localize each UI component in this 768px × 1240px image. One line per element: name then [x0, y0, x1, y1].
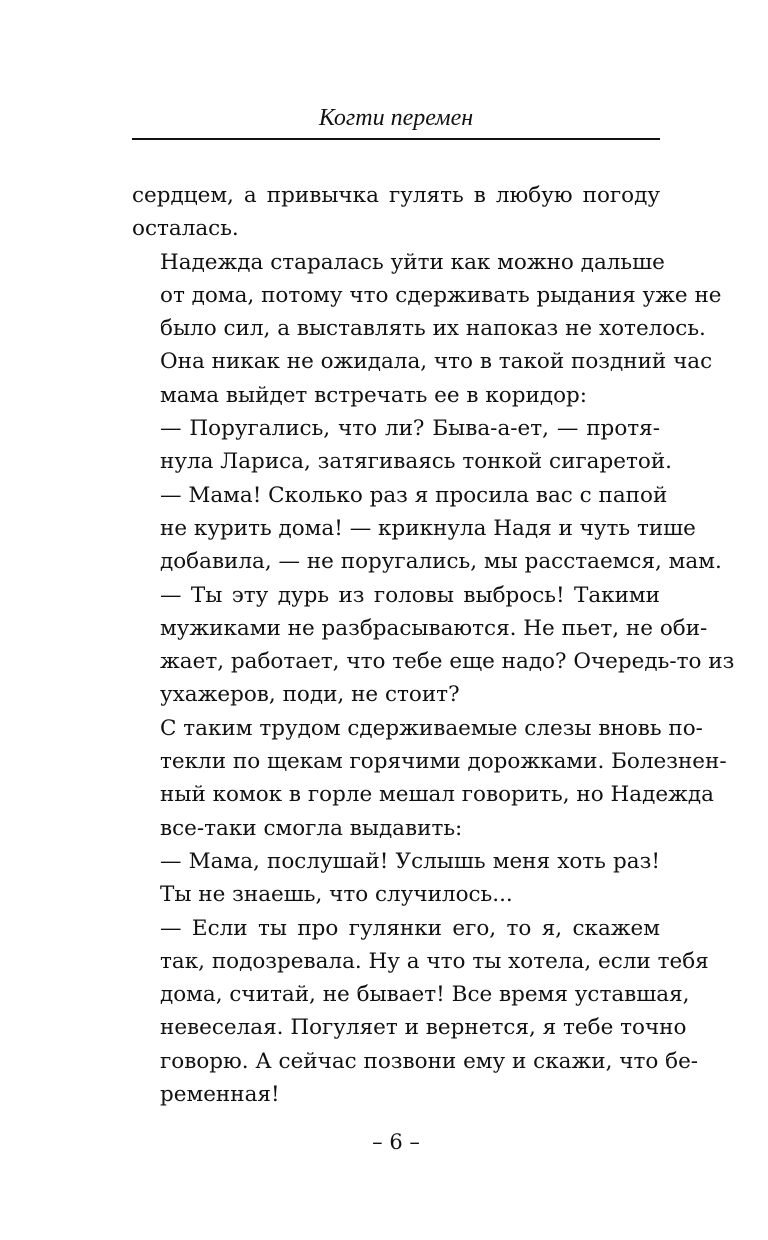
- text-line: дома, считай, не бывает! Все время уставшая,: [160, 982, 690, 1008]
- text-line: нула Лариса, затягиваясь тонкой сигаретой.: [160, 449, 672, 475]
- text-line: — Поругались, что ли? Быва-а-ет, — протя-: [160, 416, 660, 442]
- text-line: невеселая. Погуляет и вернется, я тебе точно: [160, 1015, 687, 1041]
- text-line: — Ты эту дурь из головы выбрось! Такими: [160, 582, 660, 608]
- paragraph-5: [132, 579, 735, 712]
- page-body: [132, 179, 735, 1111]
- text-line: текли по щекам горячими дорожками. Болезнен-: [160, 749, 727, 775]
- text-line: от дома, потому что сдерживать рыдания уже не: [160, 282, 722, 308]
- paragraph-4: [132, 479, 722, 579]
- text-line: было сил, а выставлять их напоказ не хотелось.: [160, 316, 706, 342]
- text-line: С таким трудом сдерживаемые слезы вновь по-: [160, 715, 703, 741]
- text-line: ный комок в горле мешал говорить, но Надежда: [160, 782, 714, 808]
- paragraph-8: [132, 912, 709, 1112]
- paragraph-7: [132, 845, 660, 912]
- text-line: добавила, — не поругались, мы расстаемся, мам.: [160, 549, 722, 575]
- text-line: — Если ты про гулянки его, то я, скажем: [160, 915, 660, 941]
- text-line: сердцем, а привычка гулять в любую погоду: [132, 183, 660, 208]
- text-line: мама выйдет встречать ее в коридор:: [160, 382, 588, 408]
- text-line: все-таки смогла выдавить:: [160, 815, 463, 841]
- text-line: мужиками не разбрасываются. Не пьет, не оби-: [160, 615, 708, 641]
- text-line: жает, работает, что тебе еще надо? Очередь-то из: [160, 649, 735, 675]
- text-line: — Мама, послушай! Услышь меня хоть раз!: [160, 848, 660, 874]
- paragraph-6: [132, 712, 727, 845]
- text-line: ухажеров, поди, не стоит?: [160, 682, 460, 708]
- header-rule: [132, 138, 660, 140]
- text-line: говорю. А сейчас позвони ему и скажи, что бе-: [160, 1048, 699, 1074]
- running-header-title: Когти перемен: [318, 105, 474, 131]
- text-line: — Мама! Сколько раз я просила вас с папой: [160, 482, 668, 508]
- text-line: так, подозревала. Ну а что ты хотела, если тебя: [160, 948, 709, 974]
- paragraph-2: [132, 246, 722, 412]
- text-line: не курить дома! — крикнула Надя и чуть тише: [160, 515, 696, 541]
- paragraph-3: [132, 412, 672, 479]
- paragraph-1: [132, 179, 660, 246]
- text-line: Ты не знаешь, что случилось...: [160, 882, 513, 908]
- page-number: – 6 –: [372, 1130, 420, 1154]
- text-line: Она никак не ожидала, что в такой поздний час: [160, 349, 713, 375]
- text-line: Надежда старалась уйти как можно дальше: [160, 249, 665, 275]
- text-line: осталась.: [132, 216, 239, 242]
- text-line: ременная!: [160, 1082, 280, 1108]
